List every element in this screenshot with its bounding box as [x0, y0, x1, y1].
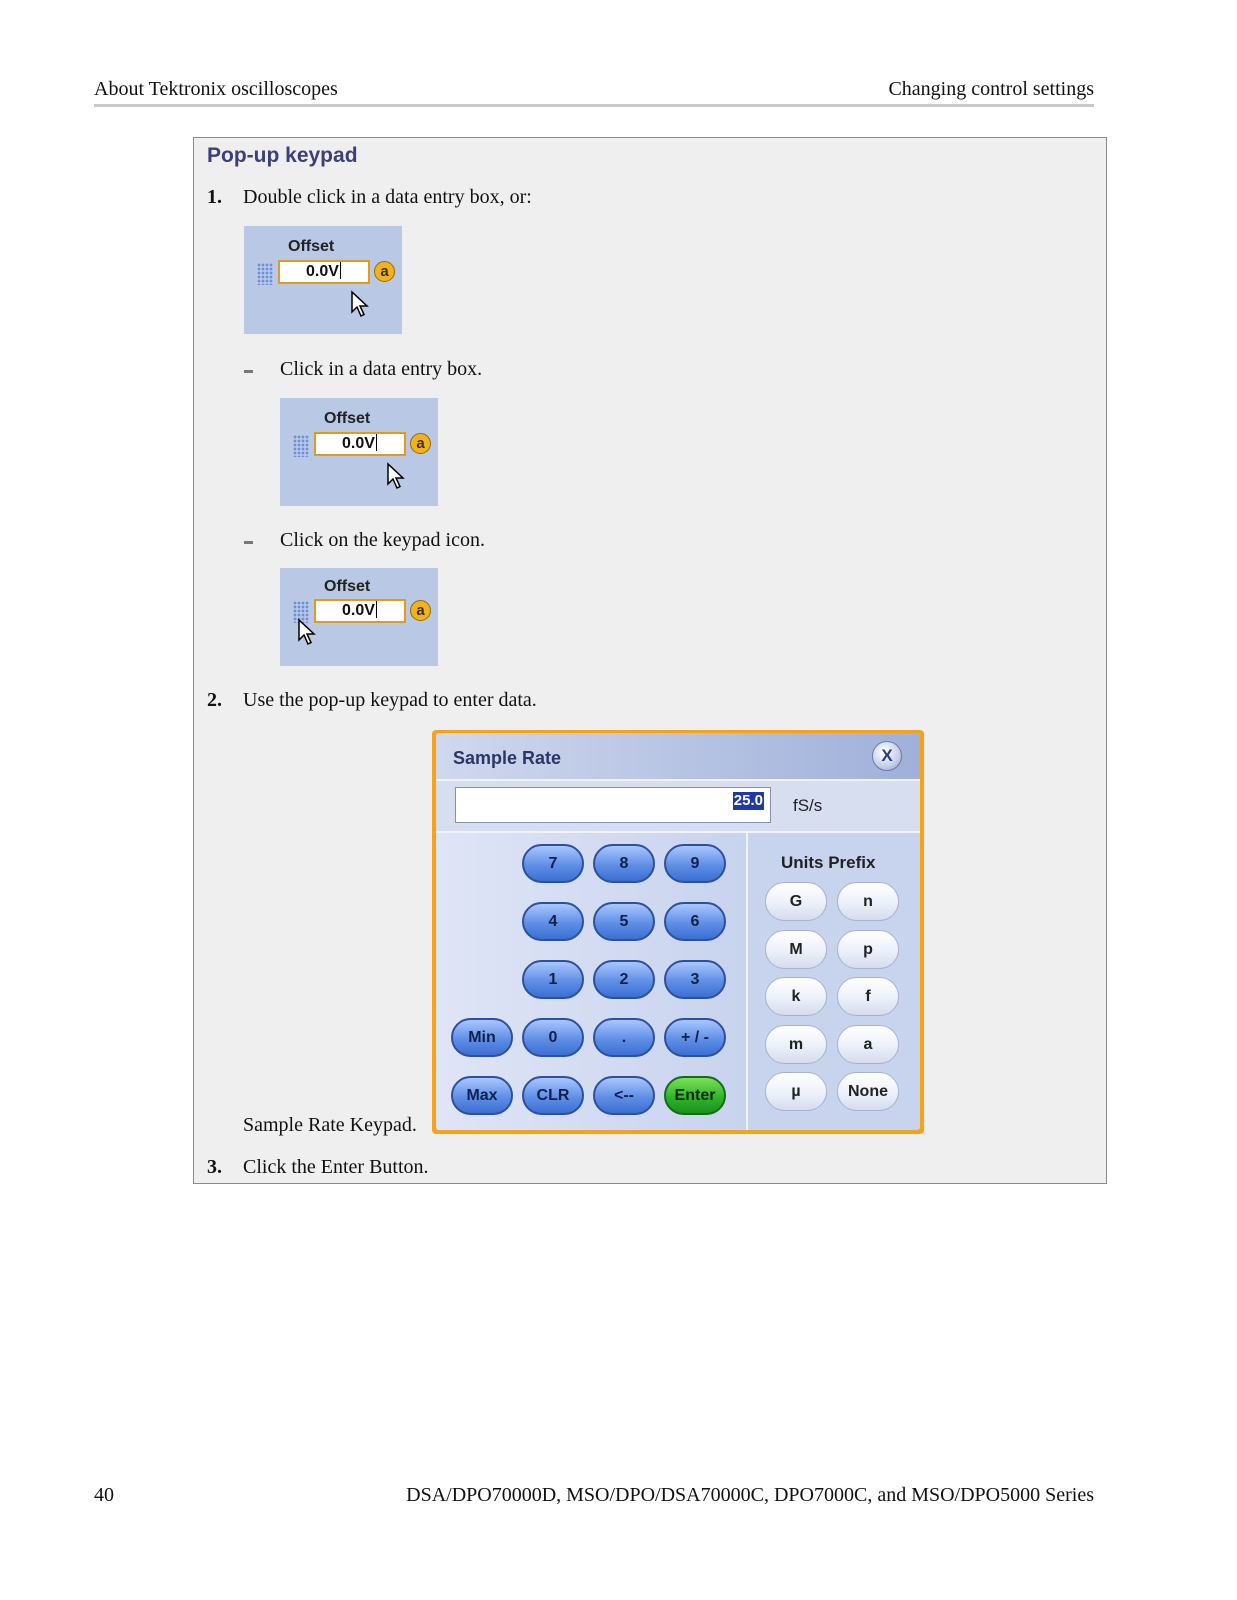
- mouse-pointer-icon: [386, 462, 406, 490]
- clear-button[interactable]: CLR: [522, 1076, 584, 1115]
- key-6-button[interactable]: 6: [664, 902, 726, 941]
- step-number: 1.: [207, 186, 222, 208]
- keypad-dots-icon: [257, 263, 273, 285]
- running-header-right: Changing control settings: [888, 78, 1094, 100]
- prefix-a-button[interactable]: a: [837, 1025, 899, 1064]
- prefix-M-button[interactable]: M: [765, 930, 827, 969]
- keypad-icon: a: [374, 261, 395, 282]
- prefix-k-button[interactable]: k: [765, 977, 827, 1016]
- keypad-entry-field[interactable]: [455, 787, 771, 823]
- offset-field: 0.0V: [314, 599, 406, 623]
- offset-control-screenshot-2: [280, 398, 438, 506]
- max-button[interactable]: Max: [451, 1076, 513, 1115]
- keypad-panel: [436, 733, 920, 1130]
- figure-caption: Sample Rate Keypad.: [243, 1114, 417, 1136]
- prefix-none-button[interactable]: None: [837, 1072, 899, 1111]
- decimal-point-button[interactable]: .: [593, 1018, 655, 1057]
- key-2-button[interactable]: 2: [593, 960, 655, 999]
- step-number: 2.: [207, 689, 222, 711]
- offset-control-screenshot-3: [280, 568, 438, 666]
- sub-step-text: Click on the keypad icon.: [280, 529, 485, 551]
- keypad-icon: a: [410, 600, 431, 621]
- prefix-f-button[interactable]: f: [837, 977, 899, 1016]
- bullet-dash: [244, 370, 253, 373]
- key-1-button[interactable]: 1: [522, 960, 584, 999]
- offset-label: Offset: [324, 410, 371, 427]
- unit-label: fS/s: [793, 796, 823, 815]
- step-text: Double click in a data entry box, or:: [243, 186, 532, 208]
- page-number: 40: [94, 1484, 114, 1506]
- step-text: Use the pop-up keypad to enter data.: [243, 689, 537, 711]
- entry-value: 25.0: [733, 792, 763, 809]
- offset-label: Offset: [288, 238, 335, 255]
- sub-step-text: Click in a data entry box.: [280, 358, 483, 380]
- prefix-m-button[interactable]: m: [765, 1025, 827, 1064]
- offset-control-screenshot-1: [244, 226, 402, 334]
- header-rule: [94, 104, 1094, 107]
- divider: [436, 779, 920, 781]
- enter-button[interactable]: Enter: [664, 1076, 726, 1115]
- keypad-dots-icon: [293, 435, 309, 457]
- key-4-button[interactable]: 4: [522, 902, 584, 941]
- prefix-micro-button[interactable]: µ: [765, 1072, 827, 1111]
- keypad-title: Sample Rate: [453, 748, 562, 768]
- backspace-button[interactable]: <--: [593, 1076, 655, 1115]
- prefix-p-button[interactable]: p: [837, 930, 899, 969]
- offset-label: Offset: [324, 578, 371, 595]
- offset-field: 0.0V: [278, 260, 370, 284]
- units-prefix-label: Units Prefix: [781, 853, 876, 872]
- key-0-button[interactable]: 0: [522, 1018, 584, 1057]
- close-icon[interactable]: X: [872, 741, 902, 771]
- footer-series: DSA/DPO70000D, MSO/DPO/DSA70000C, DPO7000C, and MSO/DPO5000 Series: [406, 1484, 1094, 1506]
- sample-rate-keypad: [432, 730, 924, 1134]
- bullet-dash: [244, 541, 253, 544]
- prefix-G-button[interactable]: G: [765, 882, 827, 921]
- key-3-button[interactable]: 3: [664, 960, 726, 999]
- box-title: Pop-up keypad: [207, 144, 358, 167]
- mouse-pointer-icon: [350, 290, 370, 318]
- plus-minus-button[interactable]: + / -: [664, 1018, 726, 1057]
- key-7-button[interactable]: 7: [522, 844, 584, 883]
- offset-field: 0.0V: [314, 432, 406, 456]
- step-text: Click the Enter Button.: [243, 1156, 429, 1178]
- prefix-n-button[interactable]: n: [837, 882, 899, 921]
- min-button[interactable]: Min: [451, 1018, 513, 1057]
- running-header-left: About Tektronix oscilloscopes: [94, 78, 338, 100]
- key-8-button[interactable]: 8: [593, 844, 655, 883]
- key-9-button[interactable]: 9: [664, 844, 726, 883]
- key-5-button[interactable]: 5: [593, 902, 655, 941]
- step-number: 3.: [207, 1156, 222, 1178]
- mouse-pointer-icon: [297, 618, 317, 646]
- keypad-icon: a: [410, 433, 431, 454]
